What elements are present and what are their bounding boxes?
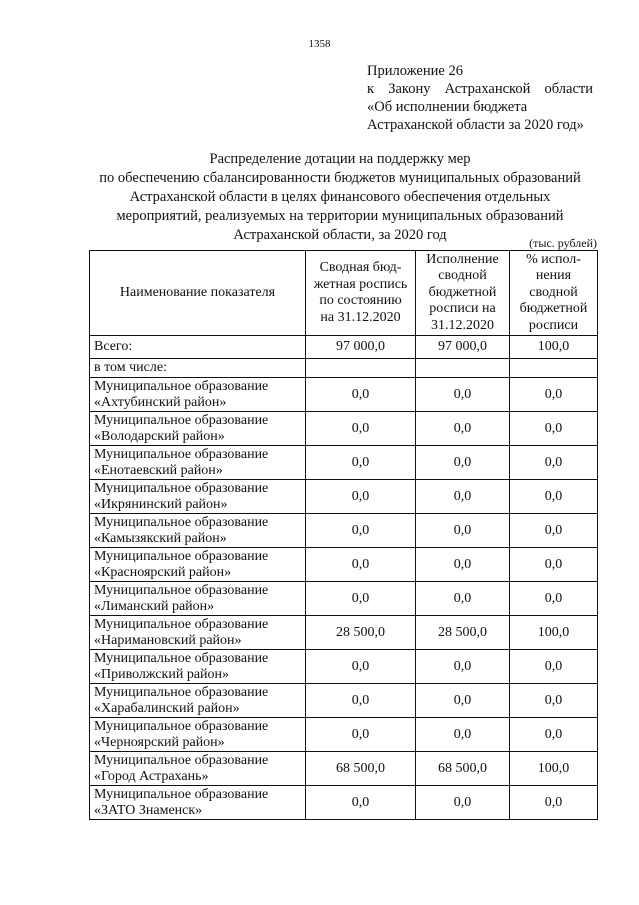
subheading-label: в том числе: — [90, 359, 306, 378]
budget-value: 0,0 — [306, 514, 416, 548]
municipality-type: Муниципальное образование — [94, 786, 269, 802]
title-line-3: Астраханской области в целях финансового обеспечения отдельных — [129, 189, 551, 205]
table-row — [90, 446, 598, 480]
execution-value: 0,0 — [416, 446, 510, 480]
municipality-name — [90, 718, 306, 752]
percent-value: 0,0 — [510, 718, 598, 752]
municipality-title: «Харабалинский район» — [94, 700, 240, 716]
budget-value: 0,0 — [306, 582, 416, 616]
budget-value: 68 500,0 — [306, 752, 416, 786]
percent-value: 0,0 — [510, 684, 598, 718]
percent-value: 0,0 — [510, 650, 598, 684]
municipality-type: Муниципальное образование — [94, 514, 269, 530]
document-title — [60, 150, 620, 245]
header-line: сводной — [529, 284, 578, 300]
table-row — [90, 786, 598, 820]
execution-value: 0,0 — [416, 514, 510, 548]
appendix-word: Астраханской — [444, 81, 531, 97]
header-line: жетная роспись — [313, 276, 408, 292]
title-line-4: мероприятий, реализуемых на территории муниципальных образований — [116, 208, 564, 224]
table-row — [90, 480, 598, 514]
title-line-1: Распределение дотации на поддержку мер — [209, 151, 471, 167]
municipality-type: Муниципальное образование — [94, 684, 269, 700]
title-line-2: по обеспечению сбалансированности бюджетов муниципальных образований — [99, 170, 581, 186]
municipality-name — [90, 684, 306, 718]
percent-value: 0,0 — [510, 378, 598, 412]
percent-value: 0,0 — [510, 786, 598, 820]
page-number: 1358 — [308, 38, 331, 50]
municipality-name — [90, 514, 306, 548]
budget-value: 0,0 — [306, 718, 416, 752]
total-percent: 100,0 — [510, 336, 598, 359]
table-row — [90, 582, 598, 616]
municipality-type: Муниципальное образование — [94, 446, 269, 462]
appendix-word: к — [367, 81, 375, 97]
table-row — [90, 752, 598, 786]
execution-value: 68 500,0 — [416, 752, 510, 786]
municipality-name — [90, 412, 306, 446]
header-line: бюджетной — [428, 284, 497, 300]
header-line: по состоянию — [319, 293, 402, 308]
municipality-name — [90, 650, 306, 684]
municipality-name — [90, 616, 306, 650]
municipality-type: Муниципальное образование — [94, 582, 269, 598]
budget-value: 0,0 — [306, 650, 416, 684]
percent-value: 0,0 — [510, 480, 598, 514]
execution-value: 0,0 — [416, 786, 510, 820]
municipality-type: Муниципальное образование — [94, 548, 269, 564]
total-budget: 97 000,0 — [306, 336, 416, 359]
header-line: бюджетной — [519, 301, 588, 317]
municipality-title: «ЗАТО Знаменск» — [94, 802, 203, 818]
appendix-line-3: «Об исполнении бюджета — [367, 99, 528, 115]
header-line: нения — [535, 268, 572, 284]
header-line: сводной — [438, 268, 487, 284]
execution-value: 0,0 — [416, 548, 510, 582]
table-header — [90, 251, 598, 336]
table-body — [90, 336, 598, 820]
header-name — [90, 251, 306, 336]
municipality-title: «Красноярский район» — [94, 564, 232, 580]
municipality-title: «Наримановский район» — [94, 632, 242, 648]
header-line: росписи — [528, 317, 579, 333]
percent-value: 0,0 — [510, 582, 598, 616]
execution-value: 0,0 — [416, 718, 510, 752]
header-line: Сводная бюд- — [319, 260, 402, 275]
percent-value: 100,0 — [510, 616, 598, 650]
title-line-5: Астраханской области, за 2020 год — [233, 227, 447, 243]
table-row — [90, 412, 598, 446]
header-line: % испол- — [526, 251, 581, 267]
empty-cell — [306, 359, 416, 378]
municipality-name — [90, 378, 306, 412]
header-execution — [416, 251, 510, 336]
header-line: на 31.12.2020 — [320, 309, 401, 325]
municipality-name — [90, 582, 306, 616]
header-budget — [306, 251, 416, 336]
municipality-title: «Черноярский район» — [94, 734, 225, 750]
header-line: росписи на — [429, 301, 496, 317]
execution-value: 0,0 — [416, 650, 510, 684]
execution-value: 0,0 — [416, 582, 510, 616]
table-row — [90, 616, 598, 650]
execution-value: 0,0 — [416, 684, 510, 718]
percent-value: 0,0 — [510, 446, 598, 480]
municipality-type: Муниципальное образование — [94, 650, 269, 666]
budget-value: 0,0 — [306, 684, 416, 718]
municipality-title: «Город Астрахань» — [94, 768, 209, 784]
execution-value: 28 500,0 — [416, 616, 510, 650]
budget-value: 0,0 — [306, 412, 416, 446]
appendix-line-1: Приложение 26 — [367, 63, 463, 79]
execution-value: 0,0 — [416, 480, 510, 514]
header-line: Исполнение — [426, 251, 499, 267]
total-row — [90, 336, 598, 359]
total-execution: 97 000,0 — [416, 336, 510, 359]
budget-value: 0,0 — [306, 480, 416, 514]
table-row — [90, 650, 598, 684]
municipality-name — [90, 752, 306, 786]
budget-value: 0,0 — [306, 548, 416, 582]
municipality-title: «Енотаевский район» — [94, 462, 223, 478]
municipality-type: Муниципальное образование — [94, 616, 269, 632]
municipality-type: Муниципальное образование — [94, 412, 269, 428]
unit-note: (тыс. рублей) — [529, 236, 597, 250]
budget-value: 28 500,0 — [306, 616, 416, 650]
municipality-type: Муниципальное образование — [94, 718, 269, 734]
percent-value: 100,0 — [510, 752, 598, 786]
municipality-title: «Володарский район» — [94, 428, 225, 444]
municipality-name — [90, 548, 306, 582]
appendix-block — [367, 62, 593, 134]
budget-value: 0,0 — [306, 378, 416, 412]
budget-value: 0,0 — [306, 446, 416, 480]
table-row — [90, 514, 598, 548]
header-line: 31.12.2020 — [431, 317, 494, 333]
municipality-title: «Лиманский район» — [94, 598, 215, 614]
appendix-word: области — [544, 81, 593, 97]
empty-cell — [416, 359, 510, 378]
table-row — [90, 684, 598, 718]
appendix-line-2 — [367, 80, 593, 98]
percent-value: 0,0 — [510, 548, 598, 582]
municipality-type: Муниципальное образование — [94, 752, 269, 768]
municipality-name — [90, 480, 306, 514]
appendix-word: Закону — [388, 81, 431, 97]
municipality-title: «Приволжский район» — [94, 666, 230, 682]
empty-cell — [510, 359, 598, 378]
municipality-name — [90, 446, 306, 480]
table-row — [90, 548, 598, 582]
municipality-title: «Ахтубинский район» — [94, 394, 227, 410]
total-label: Всего: — [90, 336, 306, 359]
execution-value: 0,0 — [416, 412, 510, 446]
municipality-title: «Икрянинский район» — [94, 496, 228, 512]
subheading-row — [90, 359, 598, 378]
distribution-table — [89, 250, 598, 820]
municipality-name — [90, 786, 306, 820]
municipality-title: «Камызякский район» — [94, 530, 227, 546]
header-line: Наименование показателя — [119, 284, 276, 300]
percent-value: 0,0 — [510, 514, 598, 548]
appendix-line-4: Астраханской области за 2020 год» — [367, 117, 584, 133]
municipality-type: Муниципальное образование — [94, 378, 269, 394]
header-percent — [510, 251, 598, 336]
budget-value: 0,0 — [306, 786, 416, 820]
table-row — [90, 378, 598, 412]
percent-value: 0,0 — [510, 412, 598, 446]
table-row — [90, 718, 598, 752]
municipality-type: Муниципальное образование — [94, 480, 269, 496]
execution-value: 0,0 — [416, 378, 510, 412]
